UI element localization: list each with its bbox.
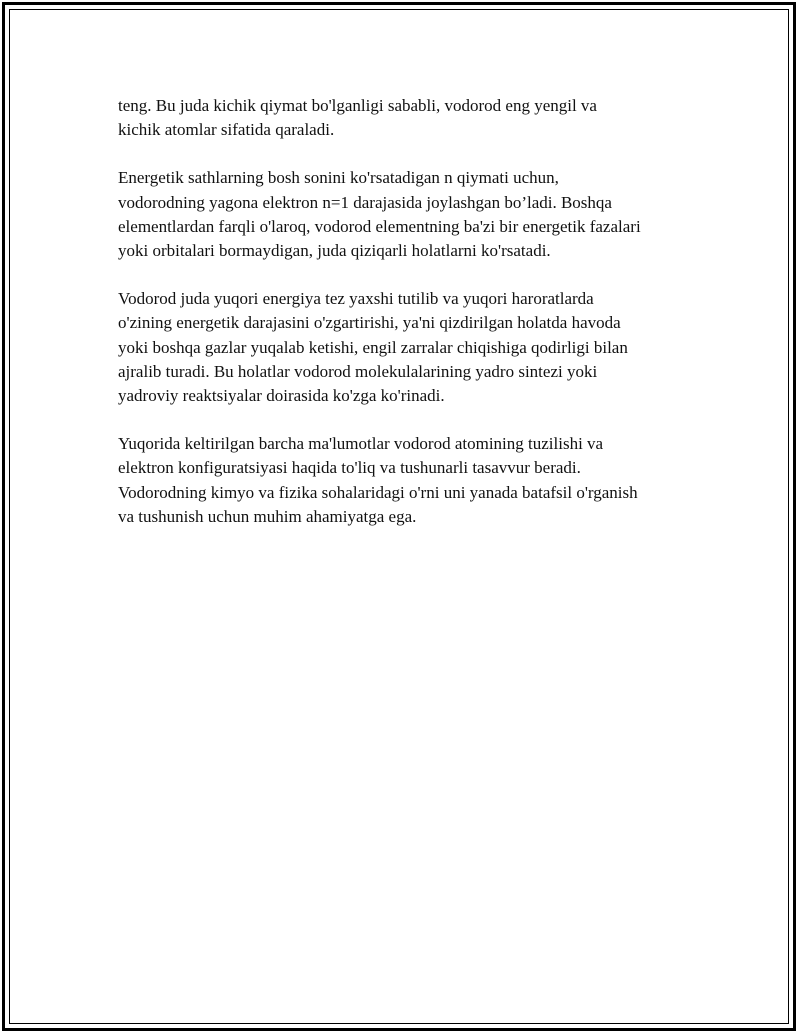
text-line: yoki boshqa gazlar yuqalab ketishi, engil zarralar chiqishiga qodirligi bilan	[118, 337, 628, 357]
text-line: Energetik sathlarning bosh sonini ko'rsatadigan n qiymati uchun,	[118, 168, 559, 188]
paragraph-4	[118, 432, 698, 529]
text-line: Vodorod juda yuqori energiya tez yaxshi tutilib va yuqori haroratlarda	[118, 289, 594, 309]
text-line: va tushunish uchun muhim ahamiyatga ega.	[118, 506, 417, 526]
text-line: elementlardan farqli o'laroq, vodorod elementning ba'zi bir energetik fazalari	[118, 216, 641, 236]
text-line: yoki orbitalari bormaydigan, juda qiziqarli holatlarni ko'rsatadi.	[118, 241, 551, 261]
text-line: Yuqorida keltirilgan barcha ma'lumotlar vodorod atomining tuzilishi va	[118, 434, 604, 454]
text-line: Vodorodning kimyo va fizika sohalaridagi o'rni uni yanada batafsil o'rganish	[118, 482, 638, 502]
text-line: teng. Bu juda kichik qiymat bo'lganligi sababli, vodorod eng yengil va	[118, 96, 597, 115]
text-line: elektron konfiguratsiyasi haqida to'liq va tushunarli tasavvur beradi.	[118, 458, 581, 478]
text-line: vodorodning yagona elektron n=1 darajasida joylashgan bo’ladi. Boshqa	[118, 192, 612, 212]
text-line: o'zining energetik darajasini o'zgartirishi, ya'ni qizdirilgan holatda havoda	[118, 313, 621, 333]
paragraph-1	[118, 94, 698, 142]
paragraph-3	[118, 287, 698, 408]
text-line: kichik atomlar sifatida qaraladi.	[118, 120, 335, 140]
text-line: ajralib turadi. Bu holatlar vodorod molekulalarining yadro sintezi yoki	[118, 361, 598, 381]
paragraph-2	[118, 166, 698, 263]
document-body	[118, 94, 698, 553]
text-line: yadroviy reaktsiyalar doirasida ko'zga ko'rinadi.	[118, 386, 445, 406]
